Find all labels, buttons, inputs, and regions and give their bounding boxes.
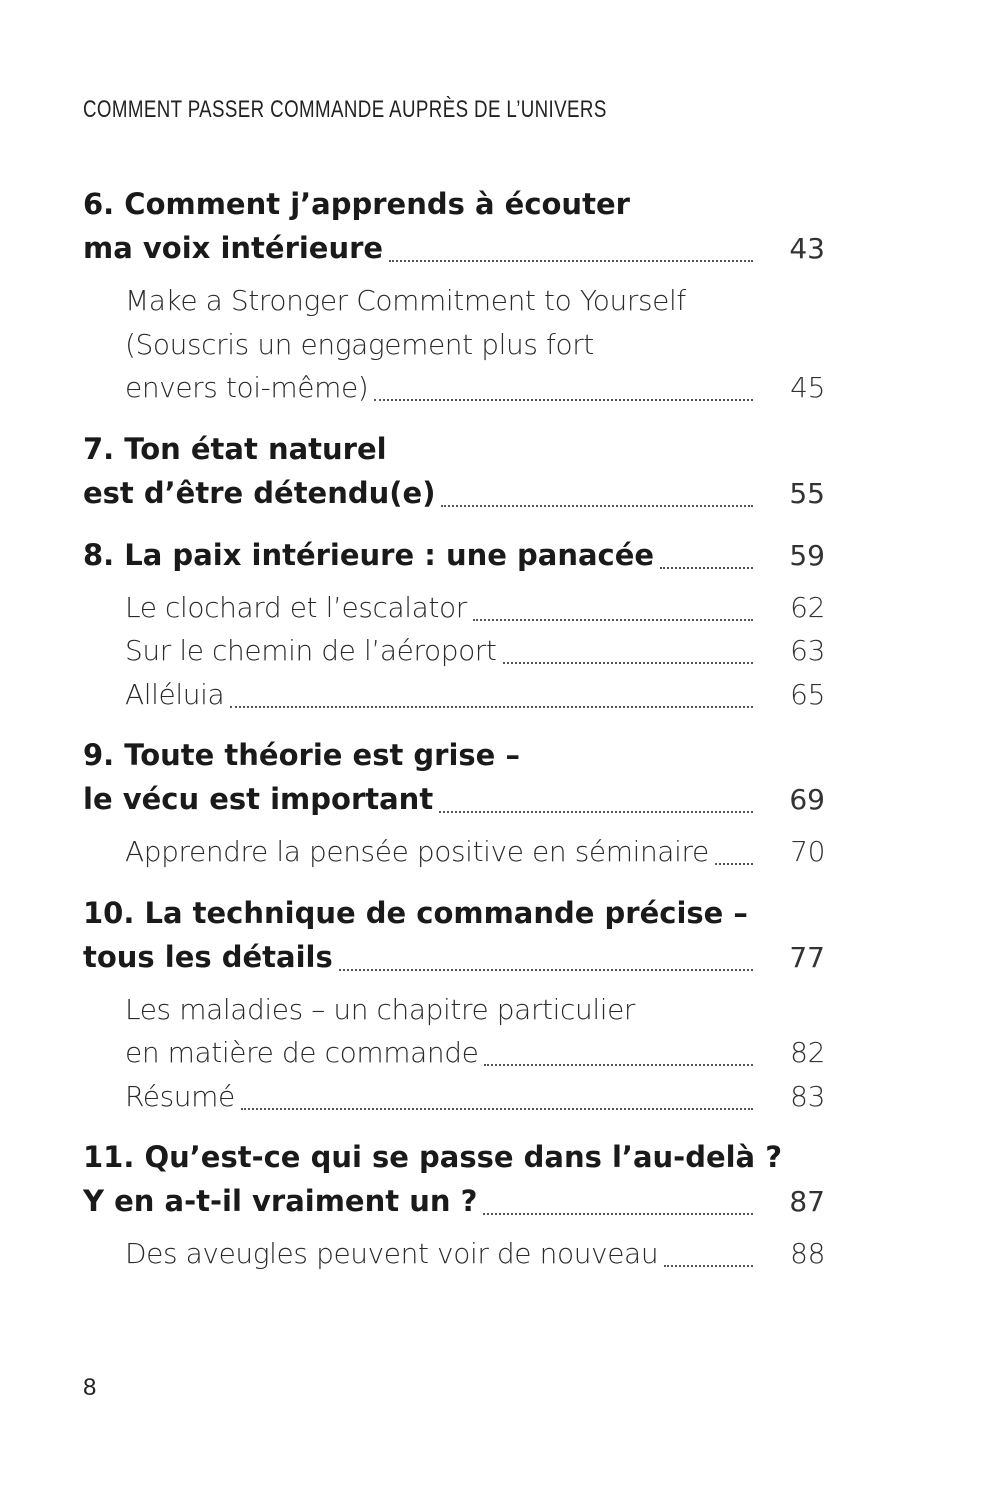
toc-entry-last-line <box>125 1232 825 1276</box>
toc-entry-title-line: Résumé <box>125 1079 235 1113</box>
toc-entry-last-line <box>83 533 825 578</box>
toc-entry-title-line: en matière de commande <box>125 1036 479 1069</box>
toc-entry-title-line: (Souscris un engagement plus fort <box>125 327 594 361</box>
toc-section-entry <box>83 279 825 410</box>
toc-entry-last-line <box>125 366 825 410</box>
dot-leader <box>230 680 753 708</box>
table-of-contents <box>83 182 825 1276</box>
toc-entry-title-line: Des aveugles peuvent voir de nouveau <box>125 1237 659 1270</box>
dot-leader <box>715 838 753 866</box>
toc-entry-last-line <box>83 226 825 271</box>
toc-entry-title-line: Les maladies – un chapitre particulier <box>125 992 636 1026</box>
toc-page-number: 87 <box>789 1185 825 1218</box>
toc-section-entry <box>83 1232 825 1276</box>
toc-entry-last-line <box>125 629 825 673</box>
toc-entry-title-line: 6. Comment j’apprends à écouter <box>83 187 630 221</box>
toc-page-number: 43 <box>789 232 825 265</box>
toc-entry-title-line: 11. Qu’est-ce qui se passe dans l’au-delà ? <box>83 1140 783 1174</box>
running-title: COMMENT PASSER COMMANDE AUPRÈS DE L’UNIVERS <box>83 96 607 123</box>
toc-section-entry <box>83 586 825 630</box>
toc-entry-title-line: 9. Toute théorie est grise – <box>83 738 520 772</box>
toc-chapter-entry <box>83 533 825 578</box>
toc-entry-last-line <box>83 777 825 822</box>
toc-page-number: 88 <box>790 1237 825 1270</box>
toc-page-number: 63 <box>790 634 825 667</box>
toc-entry-title-line: Le clochard et l’escalator <box>125 590 467 624</box>
toc-entry-title-line: 7. Ton état naturel <box>83 431 387 466</box>
dot-leader <box>503 637 754 665</box>
dot-leader <box>664 1240 753 1268</box>
toc-section-entry <box>83 830 825 874</box>
dot-leader <box>484 1039 753 1067</box>
page-number: 8 <box>83 1374 97 1401</box>
toc-page-number: 70 <box>790 835 825 868</box>
toc-entry-title-line: ma voix intérieure <box>83 231 384 265</box>
toc-entry-last-line <box>125 1075 825 1119</box>
toc-section-entry <box>83 673 825 717</box>
toc-section-entry <box>83 1075 825 1119</box>
toc-entry-last-line <box>83 1179 825 1224</box>
toc-section-entry <box>83 629 825 673</box>
toc-chapter-entry <box>83 427 825 516</box>
dot-leader <box>473 593 753 621</box>
toc-entry-title-line: tous les détails <box>83 939 333 974</box>
toc-entry-title-line: Apprendre la pensée positive en séminaire <box>125 835 709 868</box>
toc-entry-title-line: Alléluia <box>125 677 225 711</box>
toc-page-number: 83 <box>790 1079 825 1113</box>
toc-entry-last-line <box>125 673 825 717</box>
toc-chapter-entry <box>83 891 825 980</box>
dot-leader <box>374 374 753 402</box>
toc-entry-last-line <box>83 471 825 516</box>
toc-entry-last-line <box>125 1031 825 1075</box>
toc-entry-title-line: Sur le chemin de l’aéroport <box>125 634 497 667</box>
toc-page-number: 59 <box>789 538 825 572</box>
toc-page-number: 65 <box>790 677 825 711</box>
toc-page-number: 45 <box>790 371 825 404</box>
dot-leader <box>339 943 753 972</box>
toc-page-number: 77 <box>789 940 825 974</box>
dot-leader <box>483 1187 753 1216</box>
toc-page-number: 69 <box>789 783 825 816</box>
dot-leader <box>389 234 753 263</box>
toc-entry-title-line: Y en a-t-il vraiment un ? <box>83 1184 478 1218</box>
toc-page-number: 62 <box>790 590 825 624</box>
toc-entry-title-line: 10. La technique de commande précise – <box>83 895 748 930</box>
toc-entry-last-line <box>125 830 825 874</box>
toc-entry-title-line: 8. La paix intérieure : une panacée <box>83 537 655 572</box>
toc-section-entry <box>83 988 825 1075</box>
dot-leader <box>660 541 753 570</box>
dot-leader <box>439 785 753 814</box>
toc-entry-title-line: Make a Stronger Commitment to Yourself <box>125 284 686 317</box>
dot-leader <box>441 479 753 508</box>
toc-chapter-entry <box>83 733 825 822</box>
toc-page-number: 82 <box>790 1036 825 1069</box>
toc-page-number: 55 <box>789 476 825 510</box>
toc-entry-last-line <box>83 935 825 980</box>
toc-entry-last-line <box>125 586 825 630</box>
dot-leader <box>241 1082 753 1110</box>
toc-entry-title-line: envers toi-même) <box>125 371 369 404</box>
toc-entry-title-line: est d’être détendu(e) <box>83 475 436 510</box>
toc-entry-title-line: le vécu est important <box>83 782 434 816</box>
toc-chapter-entry <box>83 1135 825 1224</box>
toc-chapter-entry <box>83 182 825 271</box>
